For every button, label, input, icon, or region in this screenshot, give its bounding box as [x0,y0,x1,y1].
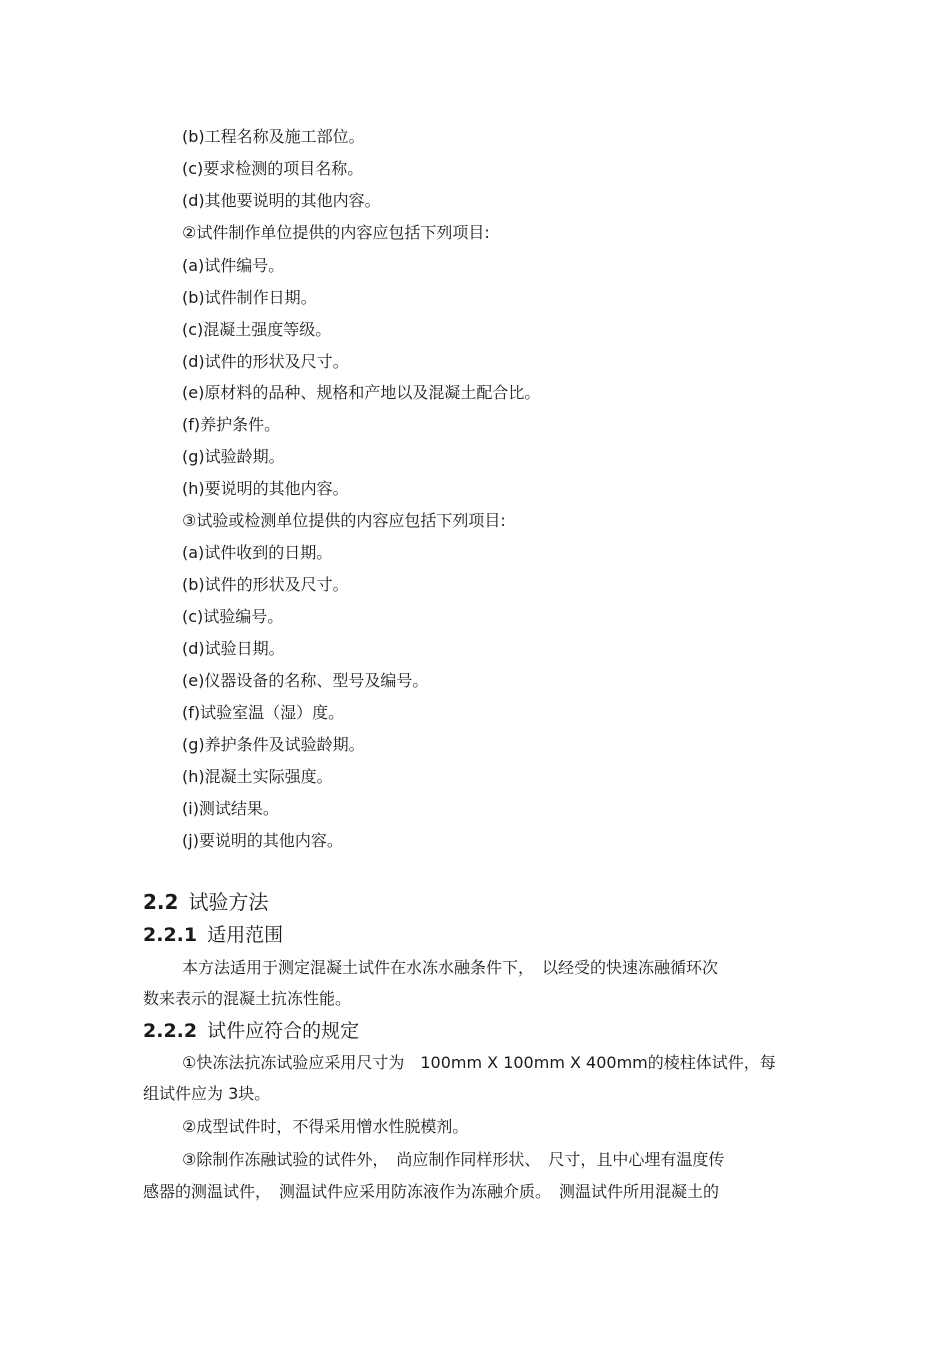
paragraph-line: ③除制作冻融试验的试件外， 尚应制作同样形状、 尺寸，且中心埋有温度传 [182,1150,725,1169]
list-item: (d)试验日期。 [182,639,285,658]
list-item: (g)试验龄期。 [182,447,285,466]
subsection-heading [143,923,283,947]
list-item: (h)混凝土实际强度。 [182,767,333,786]
list-item: (a)试件收到的日期。 [182,543,333,562]
list-item: (d)其他要说明的其他内容。 [182,191,381,210]
list-item: (e)原材料的品种、规格和产地以及混凝土配合比。 [182,383,541,402]
subsection-title: 试件应符合的规定 [207,1020,360,1042]
list-item: (e)仪器设备的名称、型号及编号。 [182,671,429,690]
list-item: (d)试件的形状及尺寸。 [182,352,349,371]
list-item: (c)试验编号。 [182,607,284,626]
list-item: (f)试验室温（湿）度。 [182,703,345,722]
paragraph-line: 组试件应为 3块。 [143,1084,271,1103]
list-item: (h)要说明的其他内容。 [182,479,349,498]
list-item: (c)混凝土强度等级。 [182,320,332,339]
section-number: 2.2 [143,890,179,914]
section-heading [143,889,268,915]
subsection-number: 2.2.1 [143,924,198,946]
list-item: (j)要说明的其他内容。 [182,831,343,850]
list-item: (i)测试结果。 [182,799,279,818]
list-item: (c)要求检测的项目名称。 [182,159,364,178]
list-item: (b)工程名称及施工部位。 [182,127,365,146]
list-heading: ③试验或检测单位提供的内容应包括下列项目: [182,511,506,530]
list-heading: ②试件制作单位提供的内容应包括下列项目: [182,223,490,242]
paragraph-line: ①快冻法抗冻试验应采用尺寸为 100mm X 100mm X 400mm的棱柱体试件，每 [182,1053,776,1072]
list-item: (b)试件制作日期。 [182,288,317,307]
paragraph-line: 本方法适用于测定混凝土试件在水冻水融条件下， 以经受的快速冻融循环次 [182,958,719,977]
list-item: (a)试件编号。 [182,256,285,275]
paragraph-line: ②成型试件时，不得采用憎水性脱模剂。 [182,1117,469,1136]
list-item: (f)养护条件。 [182,415,281,434]
list-item: (g)养护条件及试验龄期。 [182,735,365,754]
subsection-heading [143,1019,359,1043]
paragraph-line: 数来表示的混凝土抗冻性能。 [143,989,352,1008]
list-item: (b)试件的形状及尺寸。 [182,575,349,594]
section-title: 试验方法 [188,890,269,914]
subsection-number: 2.2.2 [143,1020,198,1042]
paragraph-line: 感器的测温试件， 测温试件应采用防冻液作为冻融介质。 测温试件所用混凝土的 [143,1182,720,1201]
subsection-title: 适用范围 [207,924,284,946]
